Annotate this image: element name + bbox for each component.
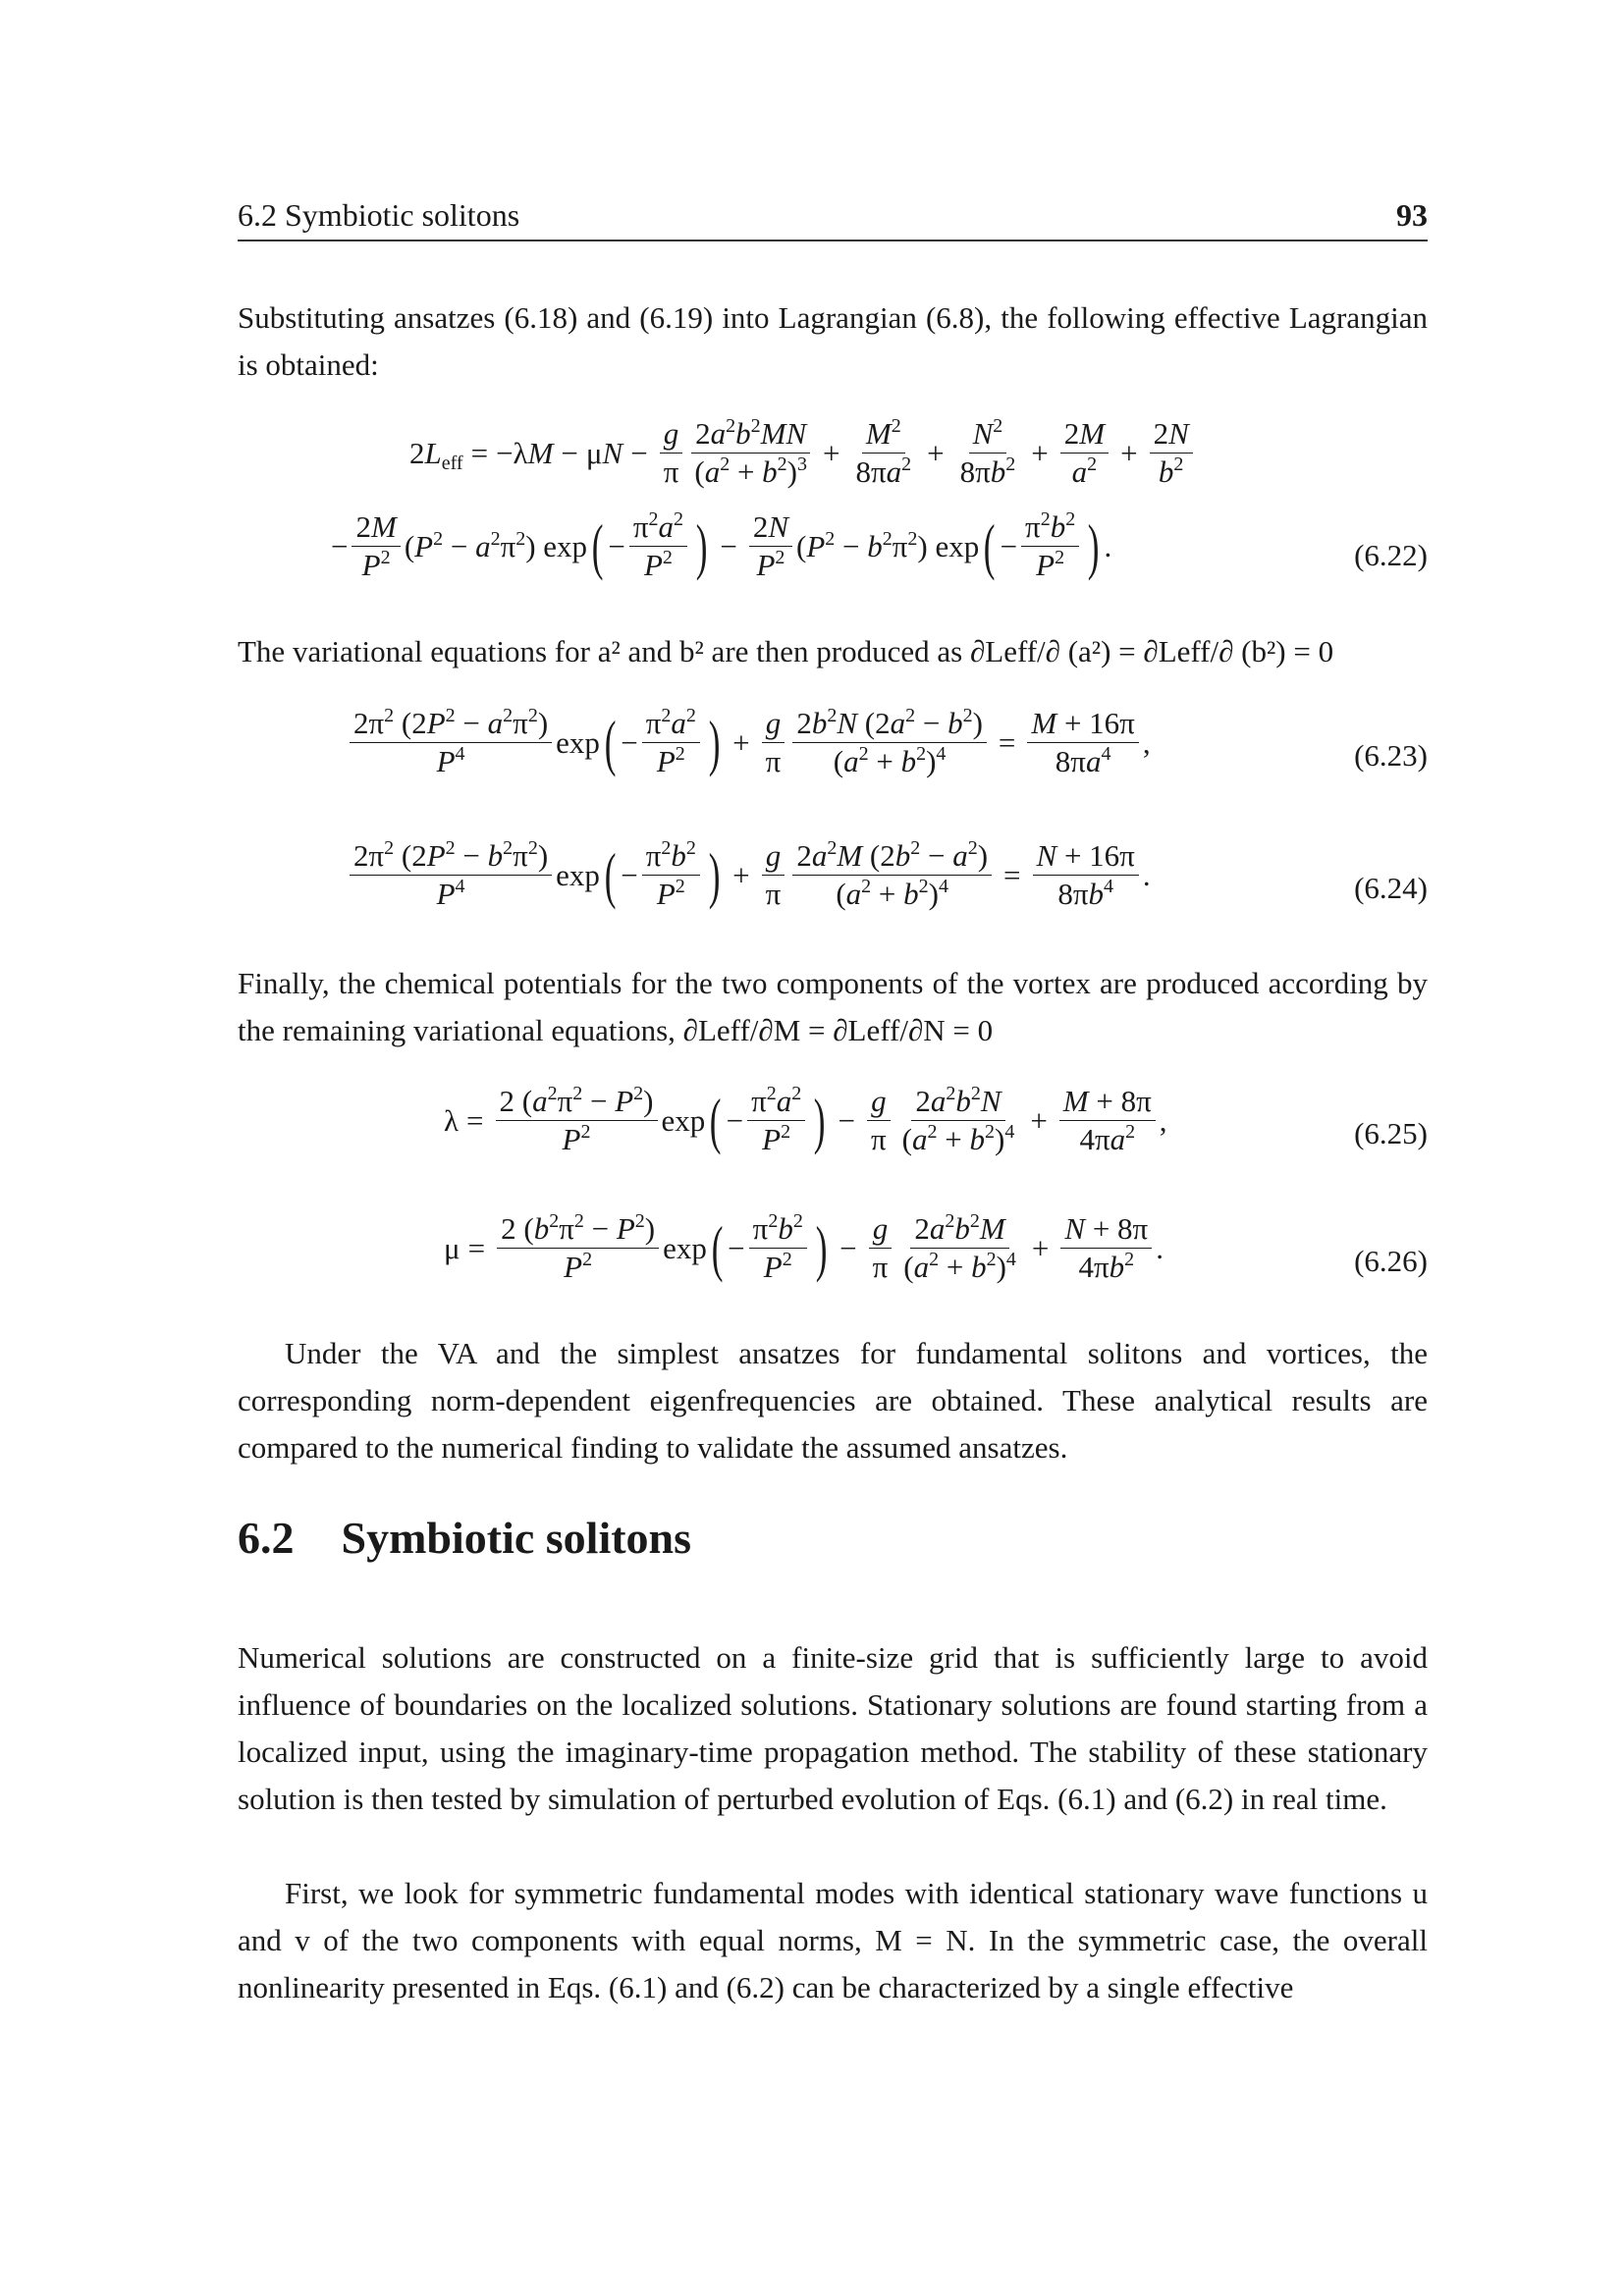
page-number: 93 xyxy=(1396,197,1428,233)
paragraph-chemical-potentials: Finally, the chemical potentials for the two components of the vortex are produced according by the remaining variational equations, ∂Leff/∂M = ∂Leff/∂N = 0 xyxy=(238,966,1428,1047)
equation-6-22-line1: $2L_{eff}$ = −λM − μN − $\frac{g}{\pi}$ $\frac{2a^2b^2MN}{(a^2 + b^2)^3}$ + $\frac{M^2}{8\pi a^2}$ + $\frac{N^2}{8\pi b^2}$ + $\frac{2M}{a^2}$ + $\frac{2N}{b^2}$ xyxy=(238,417,1428,496)
equation-number: (6.23) xyxy=(1354,738,1428,773)
equation-number: (6.25) xyxy=(1354,1116,1428,1150)
paragraph-variational: The variational equations for a² and b² are then produced as ∂Leff/∂ (a²) = ∂Leff/∂ (b²) = 0 xyxy=(238,634,1334,668)
equation-6-26: μ = $\frac{2 (b^2\pi^2 - P^2)}{P^2}$ exp ( − $\frac{\pi^2b^2}{P^2}$ ) − $\frac{g}{\pi}$ $\frac{2a^2b^2M}{(a^2 + b^2)^4}$ + $\frac{N + 8\pi}{4\pi b^2}$ . (6.26) xyxy=(444,1210,1428,1284)
running-header xyxy=(238,196,1428,241)
section-heading xyxy=(238,1512,691,1564)
equation-number: (6.22) xyxy=(1354,538,1428,572)
paragraph-numerical-solutions: Numerical solutions are constructed on a finite-size grid that is sufficiently large to avoid influence of boundaries on the localized solutions. Stationary solutions are found starting from a localized input, using the imaginary-time propagation method. The stability of these stationary solution is then tested by simulation of perturbed evolution of Eqs. (6.1) and (6.2) in real time. xyxy=(238,1640,1428,1816)
section-number: 6.2 xyxy=(238,1513,295,1563)
equation-number: (6.26) xyxy=(1354,1244,1428,1278)
paragraph-symmetric-modes: First, we look for symmetric fundamental modes with identical stationary wave functions u and v of the two components with equal norms, M = N. In the symmetric case, the overall nonlinearity presented in Eqs. (6.1) and (6.2) can be characterized by a single effective xyxy=(238,1876,1428,2004)
section-title: Symbiotic solitons xyxy=(341,1513,692,1563)
running-title: 6.2 Symbiotic solitons xyxy=(238,197,520,233)
equation-6-23: $\frac{2\pi^2 (2P^2 - a^2\pi^2)}{P^4}$ exp ( − $\frac{\pi^2a^2}{P^2}$ ) + $\frac{g}{\pi}$ $\frac{2b^2N (2a^2 - b^2)}{(a^2 + b^2)^4}$ = $\frac{M + 16\pi}{8\pi a^4}$ , (6.23) xyxy=(238,707,1428,805)
equation-6-24: $\frac{2\pi^2 (2P^2 - b^2\pi^2)}{P^4}$ exp ( − $\frac{\pi^2b^2}{P^2}$ ) + $\frac{g}{\pi}$ $\frac{2a^2M (2b^2 - a^2)}{(a^2 + b^2)^4}$ = $\frac{N + 16\pi}{8\pi b^4}$ . (6.24) xyxy=(238,839,1428,937)
paragraph-intro: Substituting ansatzes (6.18) and (6.19) into Lagrangian (6.8), the following effective Lagrangian is obtained: xyxy=(238,300,1428,382)
equation-number: (6.24) xyxy=(1354,871,1428,905)
equation-6-22-line2: − $\frac{2M}{P^2}$ $(P^2 - a^2\pi^2)$ exp ( − $\frac{\pi^2a^2}{P^2}$ ) − $\frac{2N}{P^2}$ $(P^2 - b^2\pi^2)$ exp ( − $\frac{\pi^2b^2}{P^2}$ ) . (6.22) xyxy=(331,508,1428,582)
equation-6-25: λ = $\frac{2 (a^2\pi^2 - P^2)}{P^2}$ exp ( − $\frac{\pi^2a^2}{P^2}$ ) − $\frac{g}{\pi}$ $\frac{2a^2b^2N}{(a^2 + b^2)^4}$ + $\frac{M + 8\pi}{4\pi a^2}$ , (6.25) xyxy=(444,1083,1428,1156)
paragraph-va-summary: Under the VA and the simplest ansatzes for fundamental solitons and vortices, the corresponding norm-dependent eigenfrequencies are obtained. These analytical results are compared to the numerical finding to validate the assumed ansatzes. xyxy=(238,1336,1428,1465)
